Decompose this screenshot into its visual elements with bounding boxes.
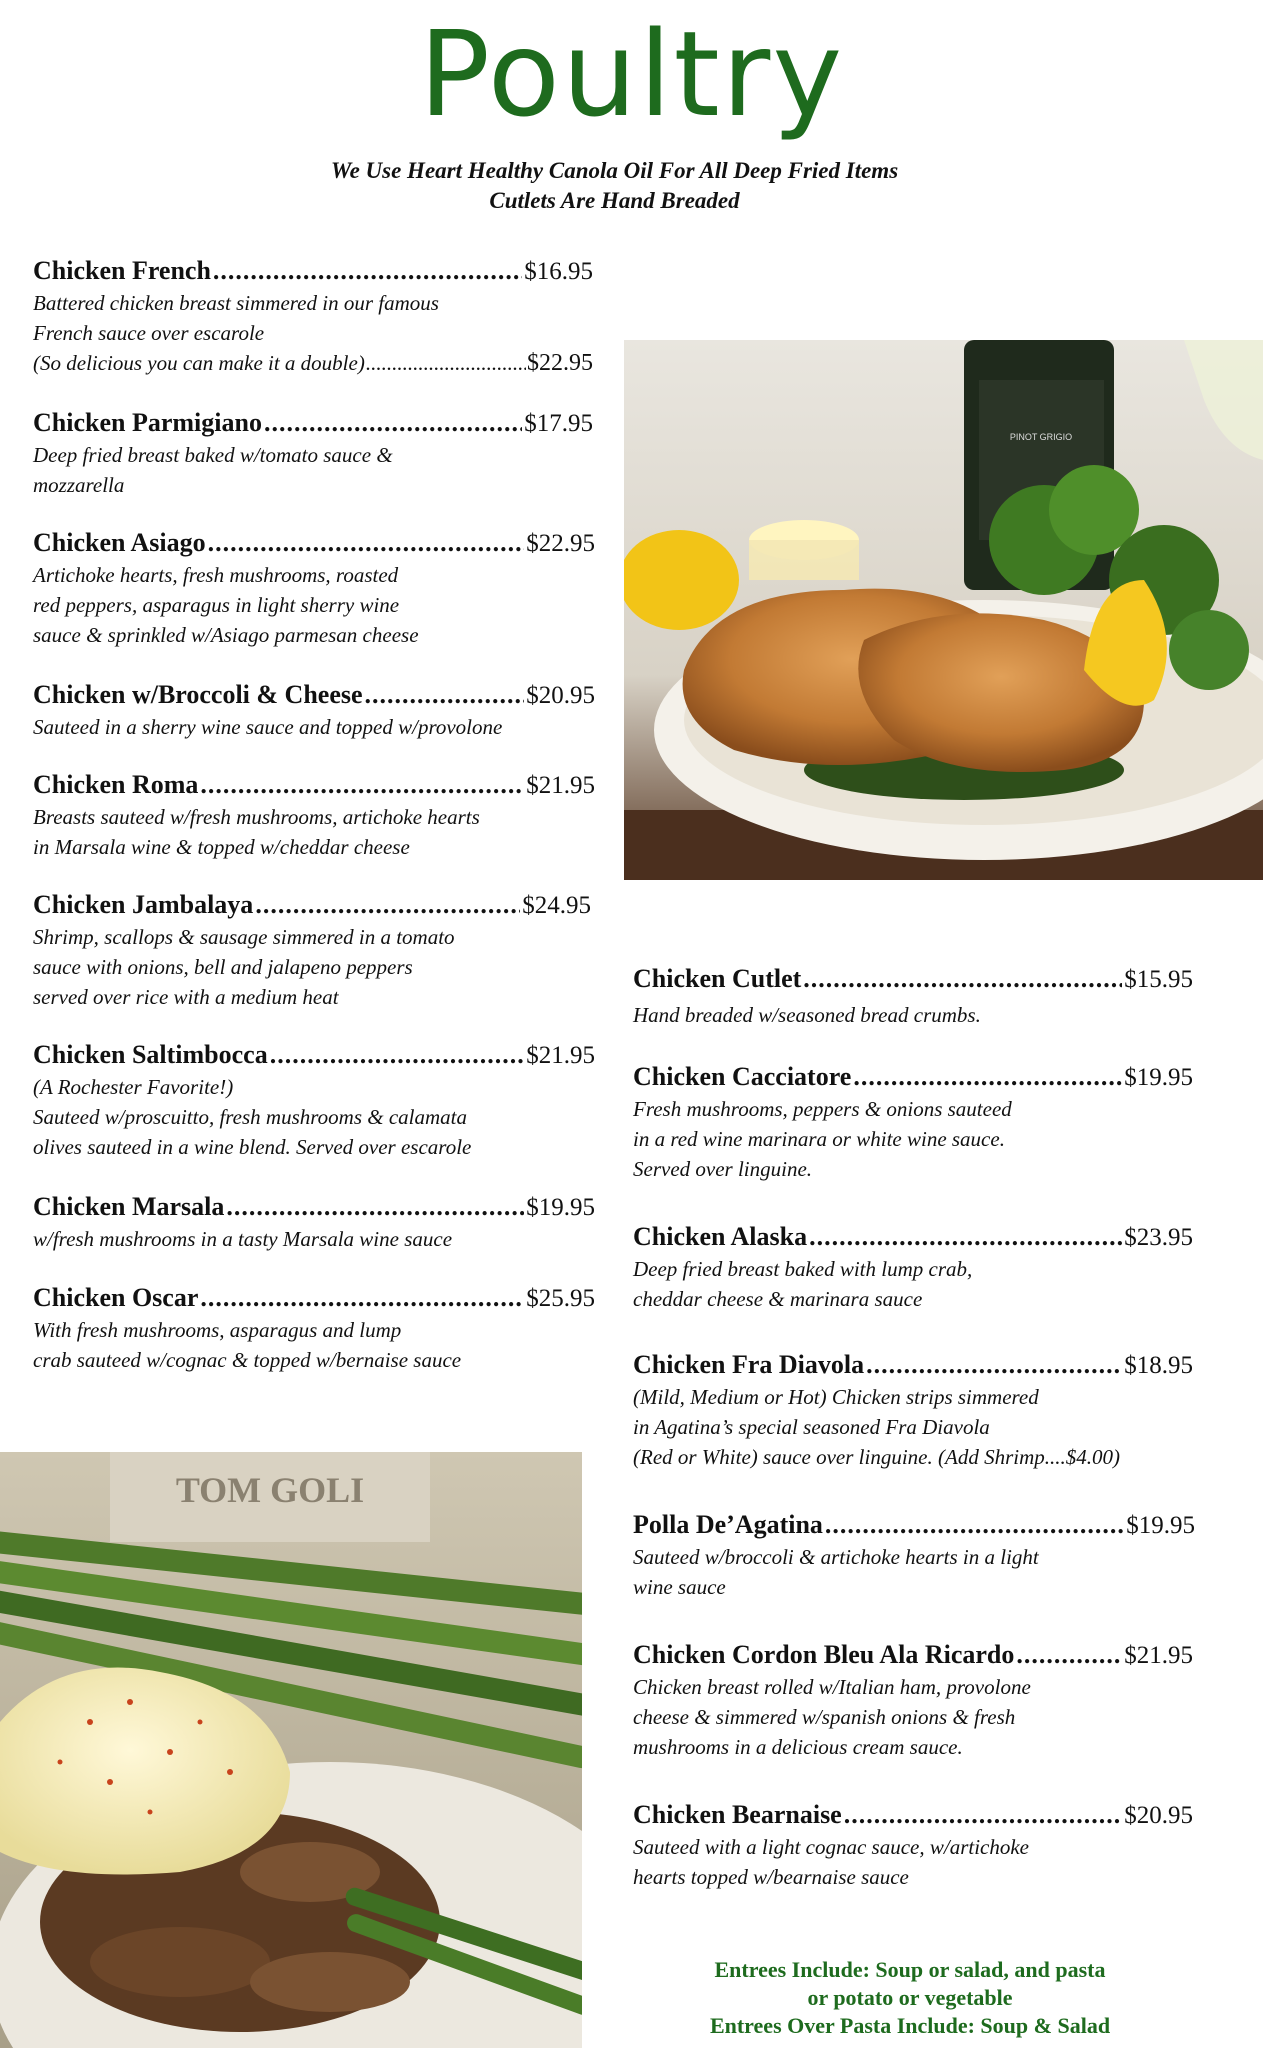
item-name: Polla De’Agatina xyxy=(633,1510,823,1539)
item-price: $22.95 xyxy=(526,530,595,557)
item-description: sauce with onions, bell and jalapeno peppers xyxy=(33,955,413,979)
item-price: $21.95 xyxy=(526,772,595,799)
item-description: Shrimp, scallops & sausage simmered in a tomato xyxy=(33,925,455,949)
item-price: $19.95 xyxy=(1124,1064,1193,1091)
item-description: sauce & sprinkled w/Asiago parmesan cheese xyxy=(33,623,419,647)
item-name: Chicken Parmigiano xyxy=(33,408,262,437)
item-price: $19.95 xyxy=(526,1194,595,1221)
menu-item xyxy=(33,769,595,862)
item-extra-price: $22.95 xyxy=(527,350,593,376)
menu-item xyxy=(633,1061,1193,1184)
item-name: Chicken Cordon Bleu Ala Ricardo xyxy=(633,1640,1015,1669)
item-name: Chicken Saltimbocca xyxy=(33,1040,268,1069)
item-description: cheddar cheese & marinara sauce xyxy=(633,1287,923,1311)
item-description: (Red or White) sauce over linguine. (Add Shrimp....$4.00) xyxy=(633,1445,1120,1469)
item-price: $20.95 xyxy=(526,682,595,709)
item-price: $15.95 xyxy=(1124,966,1193,993)
item-description: wine sauce xyxy=(633,1575,726,1599)
item-description: Deep fried breast baked with lump crab, xyxy=(633,1257,973,1281)
item-price: $18.95 xyxy=(1124,1352,1193,1379)
item-name: Chicken Roma xyxy=(33,770,199,799)
item-description: cheese & simmered w/spanish onions & fresh xyxy=(633,1705,1016,1729)
item-price: $19.95 xyxy=(1126,1512,1195,1539)
item-description: mushrooms in a delicious cream sauce. xyxy=(633,1735,963,1759)
menu-item xyxy=(33,889,591,1012)
item-description: (A Rochester Favorite!) xyxy=(33,1075,234,1099)
item-name: Chicken Alaska xyxy=(633,1222,808,1251)
menu-item xyxy=(33,1039,595,1162)
item-description: French sauce over escarole xyxy=(33,321,265,345)
chicken-dish-photo xyxy=(624,340,1263,880)
item-name: Chicken Marsala xyxy=(33,1192,225,1221)
right-menu-column xyxy=(633,963,1193,1933)
item-name: Chicken Jambalaya xyxy=(33,890,254,919)
left-menu-column xyxy=(33,255,595,1385)
page-title: Poultry xyxy=(418,5,845,143)
menu-item xyxy=(33,1282,595,1375)
item-description: served over rice with a medium heat xyxy=(33,985,339,1009)
item-description: Sauteed in a sherry wine sauce and topped w/provolone xyxy=(33,715,503,739)
item-price: $25.95 xyxy=(526,1285,595,1312)
menu-item xyxy=(33,407,593,500)
item-price: $21.95 xyxy=(1124,1642,1193,1669)
item-description: Fresh mushrooms, peppers & onions sauteed xyxy=(633,1097,1012,1121)
item-description: crab sauteed w/cognac & topped w/bernaise sauce xyxy=(33,1348,462,1372)
item-description: w/fresh mushrooms in a tasty Marsala wine sauce xyxy=(33,1227,453,1251)
menu-item xyxy=(633,1349,1193,1472)
item-price: $21.95 xyxy=(526,1042,595,1069)
item-description: in Agatina’s special seasoned Fra Diavola xyxy=(633,1415,990,1439)
item-price: $16.95 xyxy=(524,258,593,285)
item-description: With fresh mushrooms, asparagus and lump xyxy=(33,1318,402,1342)
item-description: Battered chicken breast simmered in our famous xyxy=(33,291,439,315)
item-name: Chicken w/Broccoli & Cheese xyxy=(33,680,363,709)
item-description: Hand breaded w/seasoned bread crumbs. xyxy=(633,1003,981,1027)
item-name: Chicken Cutlet xyxy=(633,964,802,993)
footer-line: Entrees Over Pasta Include: Soup & Salad xyxy=(709,2013,1111,2038)
item-description: Sauteed w/broccoli & artichoke hearts in a light xyxy=(633,1545,1039,1569)
item-description: Breasts sauteed w/fresh mushrooms, artichoke hearts xyxy=(33,805,480,829)
item-description: Sauteed w/proscuitto, fresh mushrooms & calamata xyxy=(33,1105,467,1129)
item-description: hearts topped w/bearnaise sauce xyxy=(633,1865,909,1889)
item-name: Chicken French xyxy=(33,256,211,285)
item-description: Sauteed with a light cognac sauce, w/artichoke xyxy=(633,1835,1030,1859)
menu-item xyxy=(33,255,593,378)
item-price: $24.95 xyxy=(522,892,591,919)
item-extra-text: (So delicious you can make it a double) xyxy=(33,351,365,375)
item-name: Chicken Cacciatore xyxy=(633,1062,852,1091)
menu-item xyxy=(33,1191,595,1254)
bottle-label: PINOT GRIGIO xyxy=(1009,432,1073,442)
entree-footer-note xyxy=(590,1956,1230,2040)
menu-item xyxy=(33,679,595,742)
chicken-oscar-photo xyxy=(0,1452,582,2048)
menu-item xyxy=(633,1799,1193,1892)
item-description: Deep fried breast baked w/tomato sauce & xyxy=(33,443,393,467)
item-description: olives sauteed in a wine blend. Served over escarole xyxy=(33,1135,472,1159)
item-description: Chicken breast rolled w/Italian ham, provolone xyxy=(633,1675,1031,1699)
item-price: $17.95 xyxy=(524,410,593,437)
lemon xyxy=(624,530,739,630)
item-description: red peppers, asparagus in light sherry wine xyxy=(33,593,400,617)
item-price: $20.95 xyxy=(1124,1802,1193,1829)
item-description: in Marsala wine & topped w/cheddar cheese xyxy=(33,835,410,859)
menu-item xyxy=(633,963,1193,1030)
box-label: TOM GOLI xyxy=(175,1470,365,1510)
item-name: Chicken Fra Diavola xyxy=(633,1350,865,1379)
chicken-dish-illustration xyxy=(624,340,1263,880)
item-name: Chicken Bearnaise xyxy=(633,1800,842,1829)
menu-item xyxy=(633,1221,1193,1314)
subtitle-line-2: Cutlets Are Hand Breaded xyxy=(489,188,740,213)
menu-item xyxy=(633,1509,1195,1602)
item-description: Artichoke hearts, fresh mushrooms, roasted xyxy=(33,563,399,587)
item-description: in a red wine marinara or white wine sauce. xyxy=(633,1127,1005,1151)
footer-line: Entrees Include: Soup or salad, and pasta xyxy=(714,1957,1106,1982)
subtitle-line-1: We Use Heart Healthy Canola Oil For All Deep Fried Items xyxy=(330,158,899,183)
footer-line: or potato or vegetable xyxy=(807,1985,1013,2010)
item-price: $23.95 xyxy=(1124,1224,1193,1251)
item-name: Chicken Asiago xyxy=(33,528,206,557)
menu-item xyxy=(633,1639,1193,1762)
item-description: Served over linguine. xyxy=(633,1157,813,1181)
item-name: Chicken Oscar xyxy=(33,1283,199,1312)
item-description: (Mild, Medium or Hot) Chicken strips simmered xyxy=(633,1385,1039,1409)
chicken-oscar-illustration xyxy=(0,1452,582,2048)
menu-item xyxy=(33,527,595,650)
item-description: mozzarella xyxy=(33,473,125,497)
